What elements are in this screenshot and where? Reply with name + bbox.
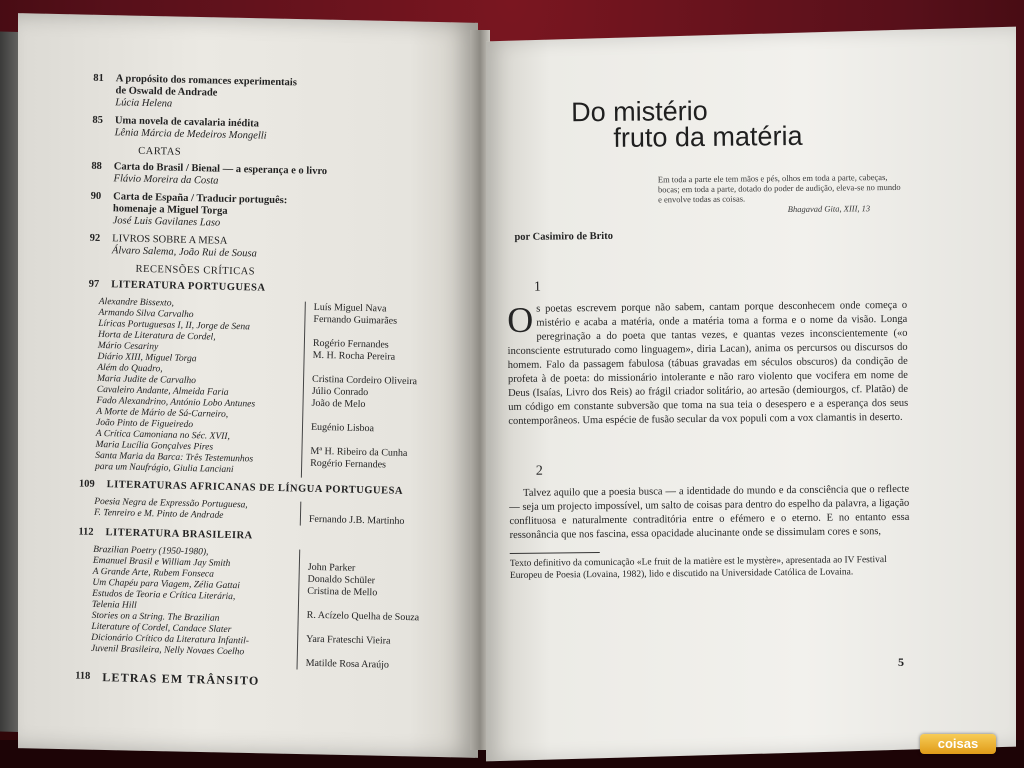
- paragraph-text: s poetas escrevem porque não sabem, cantam porque desconhecem onde começa o mistério e acaba a matéria, onde a matéria toma a forma e o nome da visão. Longa peregrinação a do poeta que tantas vezes, e quantas vezes inconscientemente («o inconsciente estruturado como linguagem», diria Lacan), anima os percursos ou discursos do homem. Falo da passagem fabulosa (tábuas gravadas em séculos obscuros) da condição de profeta à de poeta: do missionário intolerante e não raro violento que vocifera em nome de Deus (Isaías, Livro dos Reis) ao frágil criador solitário, ao artesão (demiourgos, cf. Platão) de um código em constante subversão que toma na sua teia o desespero e a esperança dos seus contemporâneos. Uma espécie de fusão secular da vox populi com a vox clamantis in deserto.: [507, 299, 909, 427]
- toc-list-line: Alexandre Bissexto,: [98, 296, 174, 309]
- toc-page-number: 88: [91, 160, 102, 172]
- toc-page-number: 92: [89, 232, 101, 244]
- toc-list-line: para um Naufrágio, Giulia Lanciani: [94, 461, 234, 476]
- reviewers: [298, 550, 421, 673]
- toc-title: Carta de España / Traducir português:: [113, 191, 288, 207]
- toc-list-line: Brazilian Poetry (1950-1980),: [93, 544, 209, 558]
- toc-list-line: Mª H. Ribeiro da Cunha: [310, 445, 408, 459]
- section-heading-recensoes: RECENSÕES CRÍTICAS: [135, 263, 256, 278]
- toc-list-line: Donaldo Schüler: [307, 573, 376, 587]
- toc-list-line: Rogério Fernandes: [310, 457, 387, 471]
- toc-author: Lênia Márcia de Medeiros Mongelli: [114, 127, 267, 142]
- toc-list-line: Fado Alexandrino, António Lobo Antunes: [96, 395, 256, 410]
- reviewed-works: [94, 497, 301, 526]
- reviewers: [301, 502, 405, 528]
- toc-title-cont: homenaje a Miguel Torga: [112, 203, 228, 217]
- footnote-rule: [510, 552, 600, 554]
- toc-entry: [57, 190, 458, 235]
- article-title-line2: fruto da matéria: [613, 120, 803, 153]
- toc-title: Carta do Brasil / Bienal — a esperança e o livro: [113, 161, 328, 178]
- toc-author: Flávio Moreira da Costa: [113, 173, 219, 187]
- toc-list-line: Rogério Fernandes: [312, 337, 389, 351]
- toc-list-line: Maria Lucília Gonçalves Pires: [95, 439, 214, 453]
- toc-entry: [59, 72, 460, 117]
- toc-title: A propósito dos romances experimentais: [115, 73, 297, 89]
- toc-page-number: 109: [78, 478, 95, 490]
- toc-list-line: Líricas Portuguesas I, II, Jorge de Sena: [98, 318, 250, 333]
- toc-list-line: João Pinto de Figueiredo: [95, 417, 194, 431]
- footnote: Texto definitivo da comunicação «Le fruit de la matière est le mystère», apresentada ao IV Festival Europeu de Poesia (Lovaina, 1982), lido e discutido na Universidade Católica de Lovaina.: [509, 555, 887, 581]
- toc-list-line: Estudos de Teoria e Crítica Literária,: [92, 588, 236, 603]
- toc-list-line: João de Melo: [311, 397, 366, 411]
- toc-list-line: Maria Judite de Carvalho: [96, 373, 197, 387]
- toc-list-line: John Parker: [307, 561, 356, 574]
- watermark-logo: coisas: [920, 734, 996, 754]
- reviewers: [302, 302, 419, 481]
- toc-page-number: 118: [75, 670, 91, 682]
- article: [505, 96, 910, 582]
- reviewed-works: [91, 545, 301, 670]
- drop-cap: O: [507, 299, 534, 340]
- toc-list-line: Eugénio Lisboa: [310, 421, 375, 435]
- toc-list-line: Além do Quadro,: [97, 362, 163, 375]
- toc-list-line: R. Acízelo Quelha de Souza: [306, 609, 420, 624]
- toc-page-number: 85: [92, 114, 104, 126]
- toc-list-line: Luís Miguel Nava: [313, 301, 387, 315]
- toc-title: Uma novela de cavalaria inédita: [114, 115, 260, 130]
- toc-list-line: A Crítica Camoniana no Séc. XVII,: [95, 428, 231, 442]
- toc-list-line: Armando Silva Carvalho: [98, 307, 194, 321]
- toc-list-line: F. Tenreiro e M. Pinto de Andrade: [93, 507, 224, 521]
- toc-list-line: M. H. Rocha Pereira: [312, 349, 396, 363]
- section-number: 1: [533, 279, 542, 295]
- review-block-portuguesa: [95, 297, 455, 481]
- toc-list-line: Júlio Conrado: [311, 385, 369, 399]
- toc-list-line: Diário XIII, Miguel Torga: [97, 351, 197, 365]
- toc-entry: [56, 232, 456, 265]
- toc-section: [49, 526, 449, 547]
- toc-list-line: Um Chapéu para Viagem, Zélia Gattai: [92, 577, 241, 592]
- toc-list-line: Juvenil Brasileira, Nelly Novaes Coelho: [90, 643, 245, 658]
- toc-list-line: Mário Cesariny: [97, 340, 159, 353]
- toc-list-line: Yara Frateschi Vieira: [306, 633, 391, 647]
- toc-title-cont: de Oswald de Andrade: [115, 85, 218, 99]
- review-block-africanas: [94, 497, 450, 529]
- toc-entry: [57, 160, 457, 193]
- toc-section: [46, 670, 446, 691]
- toc-list-line: Fernando J.B. Martinho: [308, 513, 405, 527]
- toc-title: LIVROS SOBRE A MESA: [112, 233, 228, 247]
- paragraph-1: [507, 299, 908, 429]
- toc-list-line: Cristina de Mello: [307, 585, 378, 599]
- table-of-contents: [46, 72, 460, 697]
- toc-page-number: 97: [88, 278, 100, 290]
- paragraph-2: Talvez aquilo que a poesia busca — a identidade do mundo e da consciência que o reflecte — seja um projecto impossível, um salto de coisas para dentro do espelho da palavra, a ligação conflituosa e naturalmente contraditória entre o efémero e o eterno. E no entanto essa ressonância que nos fascina, essa opacidade alucinante onde se dissimulam cores e sons,: [509, 483, 910, 541]
- toc-section: [51, 478, 451, 499]
- epigraph-text: Em toda a parte ele tem mãos e pés, olhos em toda a parte, cabeças, bocas; em toda a parte, dotado do poder de audição, eleva-se no mundo e envolve todas as coisas.: [657, 171, 901, 205]
- toc-list-line: Telenia Hill: [91, 599, 137, 611]
- article-title-line1: Do mistério: [570, 95, 708, 128]
- page-number: 5: [898, 655, 904, 669]
- toc-page-number: 81: [93, 72, 104, 84]
- toc-section-title: LITERATURA PORTUGUESA: [111, 279, 266, 294]
- toc-list-line: Matilde Rosa Araújo: [305, 657, 390, 671]
- section-heading-cartas: CARTAS: [138, 145, 182, 158]
- toc-author: José Luis Gavilanes Laso: [112, 215, 221, 229]
- toc-section-title: LITERATURAS AFRICANAS DE LÍNGUA PORTUGUESA: [106, 479, 404, 497]
- byline: por Casimiro de Brito: [514, 230, 613, 243]
- toc-list-line: Fernando Guimarães: [313, 313, 398, 327]
- toc-list-line: Horta de Literatura de Cordel,: [97, 329, 216, 343]
- toc-list-line: Cristina Cordeiro Oliveira: [311, 373, 418, 388]
- toc-list-line: Stories on a String. The Brazilian: [91, 610, 220, 624]
- toc-list-line: A Grande Arte, Rubem Fonseca: [92, 566, 215, 580]
- toc-author: Álvaro Salema, João Rui de Sousa: [111, 245, 257, 260]
- toc-section-title: LETRAS EM TRÂNSITO: [102, 670, 260, 688]
- toc-page-number: 112: [78, 526, 94, 538]
- toc-list-line: Cavaleiro Andante, Almeida Faria: [96, 384, 229, 398]
- toc-list-line: Dicionário Crítico da Literatura Infantil-: [91, 632, 250, 647]
- toc-page-number: 90: [90, 190, 102, 202]
- section-number: 2: [535, 463, 543, 479]
- epigraph-source: Bhagavad Gita, XIII, 13: [787, 203, 871, 215]
- toc-entry: [59, 114, 459, 147]
- toc-list-line: Literature of Cordel, Candace Slater: [91, 621, 232, 636]
- reviewed-works: [95, 297, 306, 478]
- toc-list-line: A Morte de Mário de Sá-Carneiro,: [96, 406, 229, 420]
- article-title: [505, 96, 906, 152]
- toc-list-line: Emanuel Brasil e William Jay Smith: [92, 555, 231, 569]
- toc-section-title: LITERATURA BRASILEIRA: [105, 527, 253, 542]
- review-block-brasileira: [91, 545, 450, 673]
- toc-list-line: Poesia Negra de Expressão Portuguesa,: [94, 496, 248, 511]
- toc-list-line: Santa Maria da Barca: Três Testemunhos: [95, 450, 254, 465]
- epigraph: [658, 172, 906, 216]
- toc-author: Lúcia Helena: [115, 97, 173, 110]
